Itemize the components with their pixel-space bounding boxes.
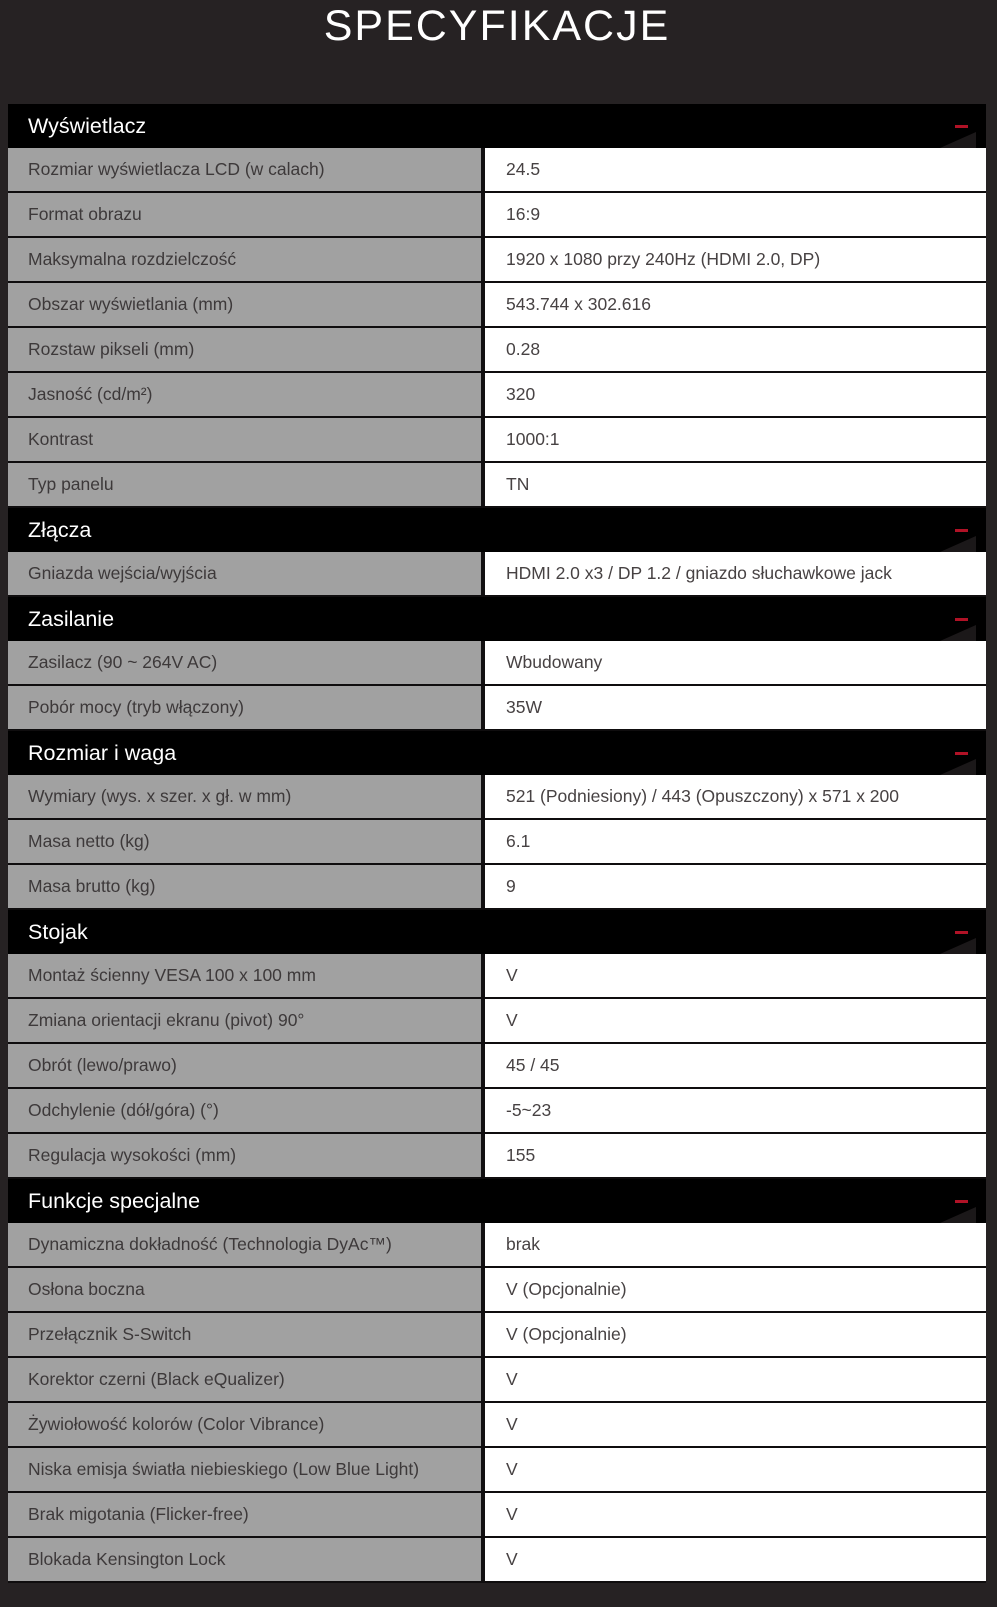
- table-row: [8, 686, 986, 731]
- spec-label: Masa netto (kg): [8, 820, 485, 863]
- spec-section: [8, 508, 986, 597]
- section-rows: [8, 775, 986, 910]
- section-title: Rozmiar i waga: [28, 740, 177, 765]
- spec-label: Rozstaw pikseli (mm): [8, 328, 485, 371]
- spec-label: Format obrazu: [8, 193, 485, 236]
- table-row: [8, 999, 986, 1044]
- spec-label: Blokada Kensington Lock: [8, 1538, 485, 1581]
- section-header-5[interactable]: [8, 1179, 986, 1223]
- corner-fold-decoration: [940, 938, 976, 954]
- spec-section: [8, 910, 986, 1179]
- table-row: [8, 463, 986, 508]
- collapse-minus-icon[interactable]: [955, 529, 968, 532]
- section-rows: [8, 552, 986, 597]
- table-row: [8, 865, 986, 910]
- corner-fold-decoration: [940, 625, 976, 641]
- spec-value: 155: [485, 1134, 986, 1177]
- collapse-minus-icon[interactable]: [955, 752, 968, 755]
- spec-value: 9: [485, 865, 986, 908]
- spec-value: 0.28: [485, 328, 986, 371]
- corner-fold-decoration: [940, 1207, 976, 1223]
- spec-value: V (Opcjonalnie): [485, 1268, 986, 1311]
- collapse-minus-icon[interactable]: [955, 125, 968, 128]
- spec-value: V: [485, 1358, 986, 1401]
- table-row: [8, 1403, 986, 1448]
- spec-label: Wymiary (wys. x szer. x gł. w mm): [8, 775, 485, 818]
- section-title: Funkcje specjalne: [28, 1188, 201, 1213]
- spec-value: 24.5: [485, 148, 986, 191]
- section-title: Zasilanie: [28, 606, 115, 631]
- spec-label: Odchylenie (dół/góra) (°): [8, 1089, 485, 1132]
- spec-label: Masa brutto (kg): [8, 865, 485, 908]
- table-row: [8, 775, 986, 820]
- collapse-minus-icon[interactable]: [955, 931, 968, 934]
- spec-label: Maksymalna rozdzielczość: [8, 238, 485, 281]
- table-row: [8, 1538, 986, 1583]
- table-row: [8, 1134, 986, 1179]
- spec-label: Dynamiczna dokładność (Technologia DyAc™): [8, 1223, 485, 1266]
- spec-value: V: [485, 1493, 986, 1536]
- spec-value: TN: [485, 463, 986, 506]
- table-row: [8, 238, 986, 283]
- corner-fold-decoration: [940, 132, 976, 148]
- spec-label: Zasilacz (90 ~ 264V AC): [8, 641, 485, 684]
- section-header-2[interactable]: [8, 597, 986, 641]
- spec-value: V: [485, 1403, 986, 1446]
- spec-value: 521 (Podniesiony) / 443 (Opuszczony) x 571 x 200: [485, 775, 986, 818]
- table-row: [8, 552, 986, 597]
- spec-label: Montaż ścienny VESA 100 x 100 mm: [8, 954, 485, 997]
- spec-value: V: [485, 1538, 986, 1581]
- spec-value: 16:9: [485, 193, 986, 236]
- section-header-0[interactable]: [8, 104, 986, 148]
- spec-section: [8, 731, 986, 910]
- table-row: [8, 193, 986, 238]
- table-row: [8, 283, 986, 328]
- spec-value: V: [485, 954, 986, 997]
- section-title: Stojak: [28, 919, 88, 944]
- spec-value: V: [485, 1448, 986, 1491]
- spec-section: [8, 597, 986, 731]
- spec-value: V (Opcjonalnie): [485, 1313, 986, 1356]
- spec-value: 543.744 x 302.616: [485, 283, 986, 326]
- spec-value: 35W: [485, 686, 986, 729]
- spec-label: Obrót (lewo/prawo): [8, 1044, 485, 1087]
- spec-value: 45 / 45: [485, 1044, 986, 1087]
- table-row: [8, 1313, 986, 1358]
- spec-label: Kontrast: [8, 418, 485, 461]
- section-rows: [8, 954, 986, 1179]
- spec-value: 1000:1: [485, 418, 986, 461]
- section-title: Złącza: [28, 517, 92, 542]
- corner-fold-decoration: [940, 536, 976, 552]
- section-header-1[interactable]: [8, 508, 986, 552]
- corner-fold-decoration: [940, 759, 976, 775]
- spec-value: Wbudowany: [485, 641, 986, 684]
- table-row: [8, 148, 986, 193]
- table-row: [8, 1493, 986, 1538]
- spec-value: HDMI 2.0 x3 / DP 1.2 / gniazdo słuchawkowe jack: [485, 552, 986, 595]
- spec-label: Pobór mocy (tryb włączony): [8, 686, 485, 729]
- table-row: [8, 1268, 986, 1313]
- section-rows: [8, 148, 986, 508]
- table-row: [8, 373, 986, 418]
- section-rows: [8, 1223, 986, 1583]
- table-row: [8, 820, 986, 865]
- section-header-3[interactable]: [8, 731, 986, 775]
- table-row: [8, 328, 986, 373]
- section-title: Wyświetlacz: [28, 113, 147, 138]
- table-row: [8, 1448, 986, 1493]
- collapse-minus-icon[interactable]: [955, 618, 968, 621]
- spec-label: Gniazda wejścia/wyjścia: [8, 552, 485, 595]
- spec-label: Brak migotania (Flicker-free): [8, 1493, 485, 1536]
- spec-label: Osłona boczna: [8, 1268, 485, 1311]
- spec-value: 1920 x 1080 przy 240Hz (HDMI 2.0, DP): [485, 238, 986, 281]
- spec-label: Jasność (cd/m²): [8, 373, 485, 416]
- section-rows: [8, 641, 986, 731]
- spec-label: Zmiana orientacji ekranu (pivot) 90°: [8, 999, 485, 1042]
- spec-label: Typ panelu: [8, 463, 485, 506]
- spec-section: [8, 104, 986, 508]
- spec-label: Niska emisja światła niebieskiego (Low Blue Light): [8, 1448, 485, 1491]
- spec-value: V: [485, 999, 986, 1042]
- spec-value: 6.1: [485, 820, 986, 863]
- spec-label: Korektor czerni (Black eQualizer): [8, 1358, 485, 1401]
- spec-label: Przełącznik S-Switch: [8, 1313, 485, 1356]
- spec-label: Obszar wyświetlania (mm): [8, 283, 485, 326]
- spec-section: [8, 1179, 986, 1583]
- spec-label: Żywiołowość kolorów (Color Vibrance): [8, 1403, 485, 1446]
- spec-value: brak: [485, 1223, 986, 1266]
- section-header-4[interactable]: [8, 910, 986, 954]
- table-row: [8, 1223, 986, 1268]
- spec-value: 320: [485, 373, 986, 416]
- spec-value: -5~23: [485, 1089, 986, 1132]
- table-row: [8, 1044, 986, 1089]
- table-row: [8, 641, 986, 686]
- table-row: [8, 1358, 986, 1403]
- spec-label: Regulacja wysokości (mm): [8, 1134, 485, 1177]
- page-title: SPECYFIKACJE: [323, 2, 671, 50]
- table-row: [8, 954, 986, 999]
- table-row: [8, 418, 986, 463]
- collapse-minus-icon[interactable]: [955, 1200, 968, 1203]
- spec-label: Rozmiar wyświetlacza LCD (w calach): [8, 148, 485, 191]
- spec-table: [8, 104, 986, 1583]
- table-row: [8, 1089, 986, 1134]
